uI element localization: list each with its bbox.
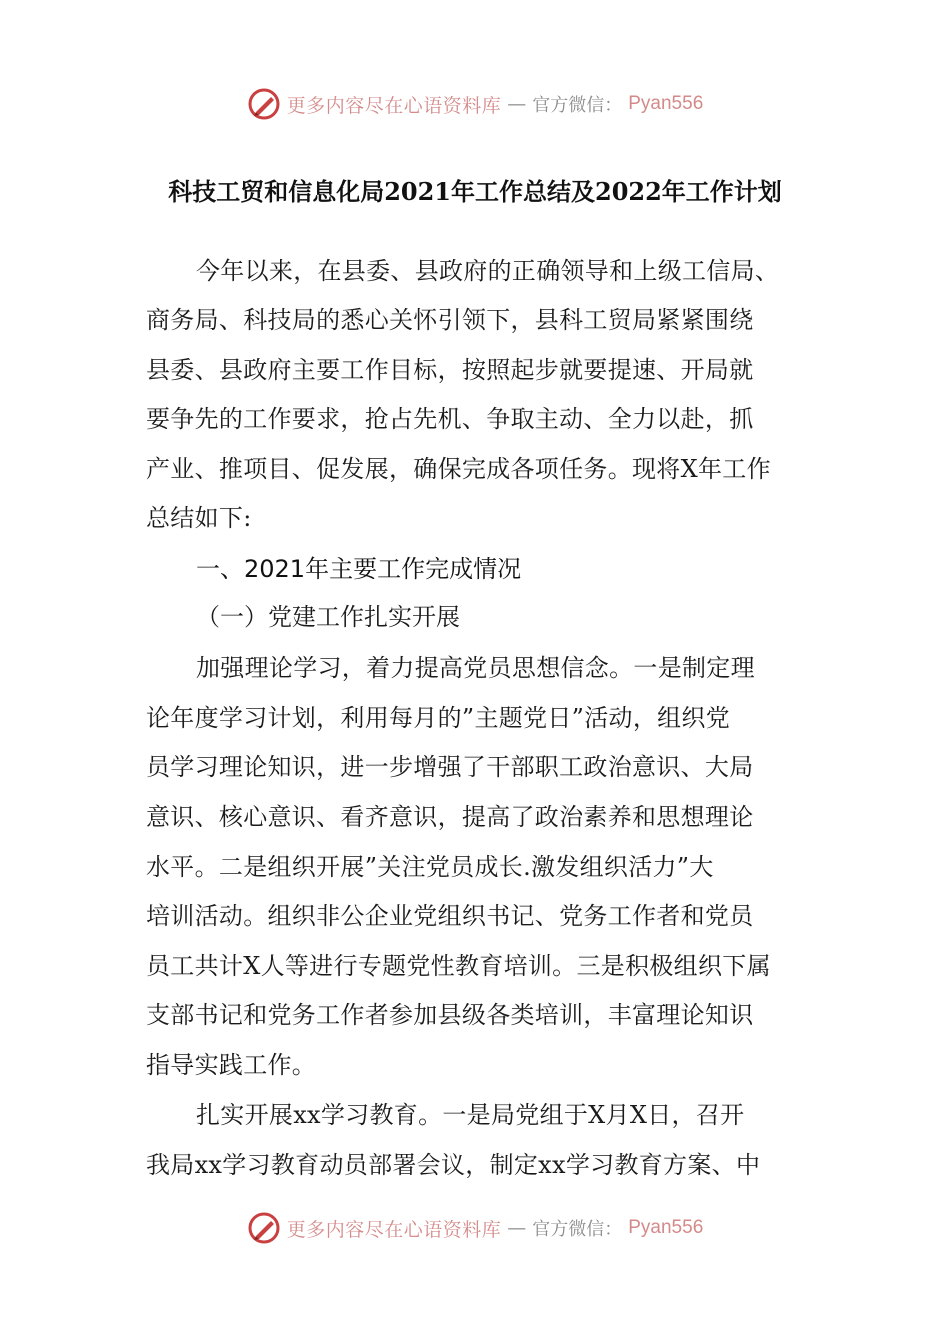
footer-watermark [0, 1208, 950, 1248]
paragraph-line: 加强理论学习，着力提高党员思想信念。一是制定理 [196, 654, 755, 682]
pen-logo-icon [247, 1211, 281, 1245]
watermark-label: 官方微信： [532, 1219, 623, 1240]
intro-line: 总结如下: [146, 504, 252, 532]
paragraph-line: 员学习理论知识，进一步增强了干部职工政治意识、大局 [146, 753, 754, 781]
paragraph-line: 指导实践工作。 [146, 1051, 317, 1079]
watermark-label: 官方微信： [532, 95, 623, 116]
intro-line: 产业、推项目、促发展，确保完成各项任务。现将X年工作 [146, 455, 771, 483]
paragraph-line: 论年度学习计划，利用每月的”主题党日”活动，组织党 [146, 704, 731, 732]
intro-line: 县委、县政府主要工作目标，按照起步就要提速、开局就 [146, 356, 754, 384]
paragraph-line: 培训活动。组织非公企业党组织书记、党务工作者和党员 [146, 902, 754, 930]
paragraph-line: 员工共计X人等进行专题党性教育培训。三是积极组织下属 [146, 952, 771, 980]
intro-line: 商务局、科技局的悉心关怀引领下，县科工贸局紧紧围绕 [146, 306, 754, 334]
section-heading: 一、2021年主要工作完成情况 [196, 555, 522, 583]
paragraph-line: 水平。二是组织开展”关注党员成长.激发组织活力”大 [146, 853, 714, 881]
paragraph-line: 意识、核心意识、看齐意识，提高了政治素养和思想理论 [146, 803, 754, 831]
document-title: 科技工贸和信息化局2021年工作总结及2022年工作计划 [168, 177, 782, 206]
watermark-account: Pyan556 [628, 1217, 704, 1238]
watermark-text: 更多内容尽在心语资料库 [286, 1218, 502, 1241]
watermark-dash: — [507, 93, 527, 115]
watermark-dash: — [507, 1217, 527, 1239]
intro-line: 要争先的工作要求，抢占先机、争取主动、全力以赴，抓 [146, 405, 754, 433]
paragraph-line: 支部书记和党务工作者参加县级各类培训，丰富理论知识 [146, 1001, 754, 1029]
intro-line: 今年以来，在县委、县政府的正确领导和上级工信局、 [196, 257, 780, 285]
watermark-text: 更多内容尽在心语资料库 [286, 94, 502, 117]
paragraph-line: 我局xx学习教育动员部署会议，制定xx学习教育方案、中 [146, 1151, 761, 1179]
watermark-account: Pyan556 [628, 93, 704, 114]
pen-logo-icon [247, 87, 281, 121]
subsection-heading: （一）党建工作扎实开展 [196, 603, 460, 631]
header-watermark [0, 84, 950, 124]
paragraph-line: 扎实开展xx学习教育。一是局党组于X月X日，召开 [196, 1101, 745, 1129]
